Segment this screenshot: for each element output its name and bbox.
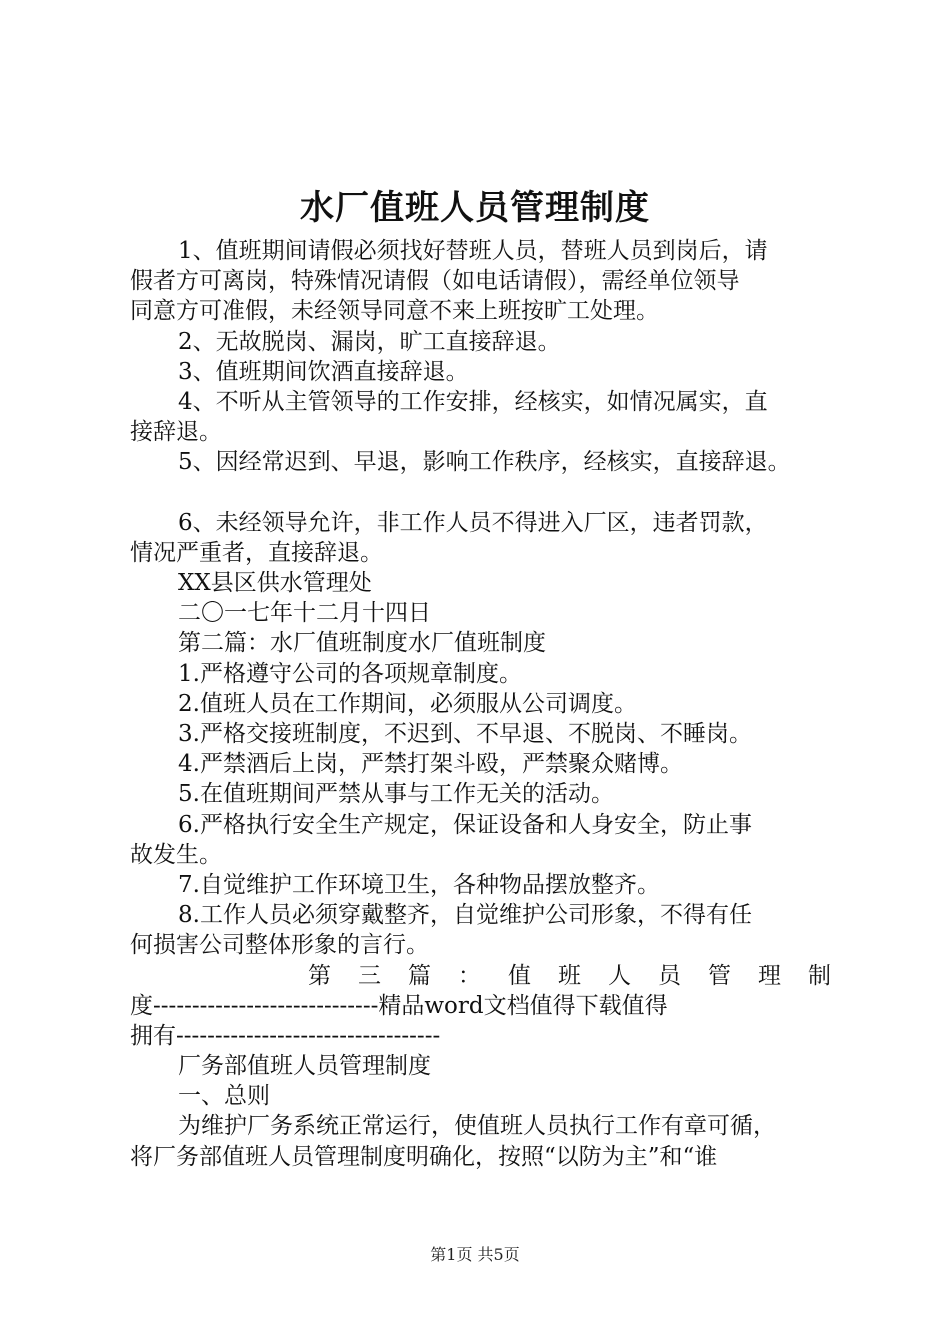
- paragraph-line: 接辞退。: [130, 419, 222, 446]
- subsection-heading: 一、总则: [178, 1083, 270, 1110]
- paragraph-line: 4.严禁酒后上岗，严禁打架斗殴，严禁聚众赌博。: [178, 751, 683, 778]
- paragraph-line: 6、未经领导允许，非工作人员不得进入厂区，违者罚款，: [178, 509, 768, 536]
- paragraph-line: 2、无故脱岗、漏岗，旷工直接辞退。: [178, 328, 561, 355]
- heading-char: 第: [308, 962, 331, 989]
- paragraph-line: 情况严重者，直接辞退。: [130, 539, 383, 566]
- heading-char: 值: [508, 962, 531, 989]
- paragraph-line: 5.在值班期间严禁从事与工作无关的活动。: [178, 781, 614, 808]
- paragraph-line: 为维护厂务系统正常运行，使值班人员执行工作有章可循，: [178, 1113, 776, 1140]
- heading-char: 班: [558, 962, 581, 989]
- paragraph-line: 5、因经常迟到、早退，影响工作秩序，经核实，直接辞退。: [178, 449, 791, 476]
- heading-char: 制: [808, 962, 831, 989]
- page-footer: 第1页 共5页: [430, 1245, 520, 1264]
- blank-line: [130, 478, 835, 508]
- subsection-title: 厂务部值班人员管理制度: [178, 1053, 431, 1080]
- paragraph-line: 7.自觉维护工作环境卫生，各种物品摆放整齐。: [178, 871, 660, 898]
- heading-char: 人: [608, 962, 631, 989]
- document-title: 水厂值班人员管理制度: [300, 188, 650, 228]
- paragraph-line: 3.严格交接班制度，不迟到、不早退、不脱岗、不睡岗。: [178, 721, 752, 747]
- document-body: [130, 236, 835, 1172]
- section-heading: 第二篇：水厂值班制度水厂值班制度: [178, 630, 546, 657]
- heading-char: ：: [458, 962, 481, 989]
- heading-char: 管: [708, 962, 731, 989]
- paragraph-line: 拥有----------------------------------: [130, 1022, 441, 1049]
- paragraph-line: 故发生。: [130, 841, 222, 868]
- paragraph-line: 1、值班期间请假必须找好替班人员，替班人员到岗后，请: [178, 238, 768, 264]
- heading-char: 三: [358, 962, 381, 989]
- paragraph-line: 8.工作人员必须穿戴整齐，自觉维护公司形象，不得有任: [178, 902, 752, 929]
- paragraph-line: 1.严格遵守公司的各项规章制度。: [178, 660, 522, 687]
- issuer-line: XX县区供水管理处: [178, 570, 372, 597]
- paragraph-line: 假者方可离岗，特殊情况请假（如电话请假），需经单位领导: [130, 268, 740, 295]
- paragraph-line: 3、值班期间饮酒直接辞退。: [178, 358, 469, 385]
- paragraph-line: 4、不听从主管领导的工作安排，经核实，如情况属实，直: [178, 388, 768, 415]
- heading-char: 员: [658, 962, 681, 989]
- paragraph-line: 将厂务部值班人员管理制度明确化，按照“以防为主”和“谁: [130, 1143, 718, 1170]
- paragraph-line: 度-----------------------------精品word文档值得下载值得: [130, 992, 668, 1019]
- paragraph-line: 2.值班人员在工作期间，必须服从公司调度。: [178, 690, 637, 717]
- heading-char: 篇: [408, 962, 431, 989]
- heading-char: 理: [758, 962, 781, 989]
- paragraph-line: 何损害公司整体形象的言行。: [130, 932, 429, 959]
- paragraph-line: 同意方可准假，未经领导同意不来上班按旷工处理。: [130, 298, 659, 325]
- third-section-heading: [130, 961, 835, 991]
- paragraph-line: 6.严格执行安全生产规定，保证设备和人身安全，防止事: [178, 811, 752, 838]
- date-line: 二〇一七年十二月十四日: [178, 600, 431, 627]
